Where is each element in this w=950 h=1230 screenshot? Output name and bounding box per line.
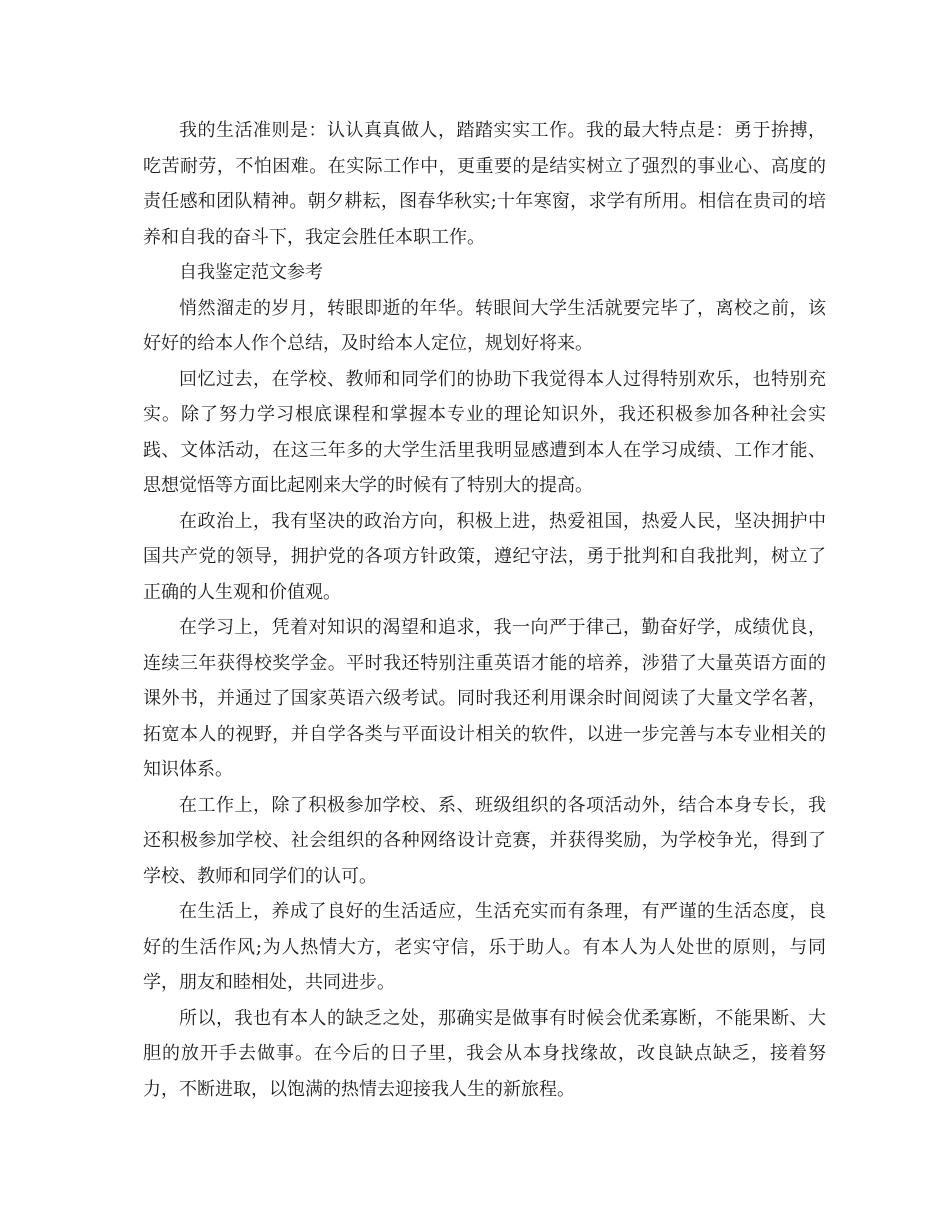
paragraph-review: 回忆过去，在学校、教师和同学们的协助下我觉得本人过得特别欢乐，也特别充实。除了努力学习根底课程和掌握本专业的理论知识外，我还积极参加各种社会实践、文体活动，在这三年多的大学生活里我明显感遭到本人在学习成绩、工作才能、思想觉悟等方面比起刚来大学的时候有了特别大的提高。 xyxy=(143,368,826,496)
paragraph-work: 在工作上，除了积极参加学校、系、班级组织的各项活动外，结合本身专长，我还积极参加学校、社会组织的各种网络设计竞赛，并获得奖励，为学校争光，得到了学校、教师和同学们的认可。 xyxy=(143,794,826,887)
paragraph-shortcomings: 所以，我也有本人的缺乏之处，那确实是做事有时候会优柔寡断，不能果断、大胆的放开手去做事。在今后的日子里，我会从本身找缘故，改良缺点缺乏，接着努力，不断进取，以饱满的热情去迎接我人生的新旅程。 xyxy=(143,1007,826,1100)
paragraph-politics: 在政治上，我有坚决的政治方向，积极上进，热爱祖国，热爱人民，坚决拥护中国共产党的领导，拥护党的各项方针政策，遵纪守法，勇于批判和自我批判，树立了正确的人生观和价值观。 xyxy=(143,510,826,603)
document-body xyxy=(143,113,826,1107)
section-heading: 自我鉴定范文参考 xyxy=(179,262,323,283)
paragraph-intro: 悄然溜走的岁月，转眼即逝的年华。转眼间大学生活就要完毕了，离校之前，该好好的给本人作个总结，及时给本人定位，规划好将来。 xyxy=(143,297,826,354)
paragraph-study: 在学习上，凭着对知识的渴望和追求，我一向严于律己，勤奋好学，成绩优良，连续三年获得校奖学金。平时我还特别注重英语才能的培养，涉猎了大量英语方面的课外书，并通过了国家英语六级考试。同时我还利用课余时间阅读了大量文学名著，拓宽本人的视野，并自学各类与平面设计相关的软件，以进一步完善与本专业相关的知识体系。 xyxy=(143,617,826,780)
paragraph-life-principles: 我的生活准则是：认认真真做人，踏踏实实工作。我的最大特点是：勇于拚搏，吃苦耐劳，不怕困难。在实际工作中，更重要的是结实树立了强烈的事业心、高度的责任感和团队精神。朝夕耕耘，图春华秋实;十年寒窗，求学有所用。相信在贵司的培养和自我的奋斗下，我定会胜任本职工作。 xyxy=(143,120,826,248)
paragraph-life: 在生活上，养成了良好的生活适应，生活充实而有条理，有严谨的生活态度，良好的生活作风;为人热情大方，老实守信，乐于助人。有本人为人处世的原则，与同学，朋友和睦相处，共同进步。 xyxy=(143,901,826,993)
